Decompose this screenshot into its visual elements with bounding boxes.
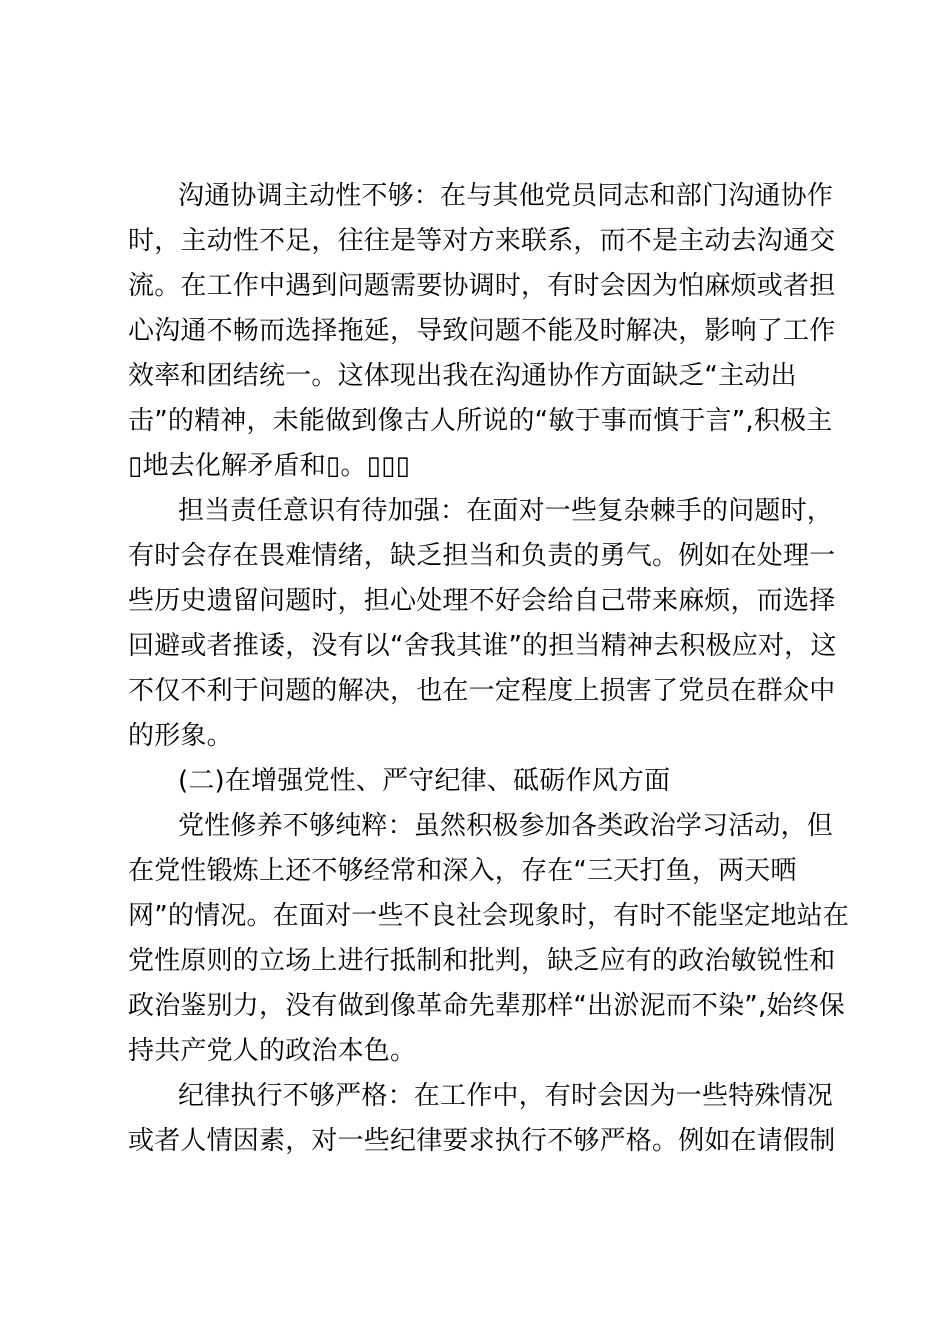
paragraph-2-line-1: 担当责任意识有待加强：在面对一些复杂棘手的问题时， [178, 496, 834, 526]
paragraph-3-line-4: 党性原则的立场上进行抵制和批判，缺乏应有的政治敏锐性和 [128, 946, 836, 976]
paragraph-3-line-6: 持共产党人的政治本色。 [128, 1036, 417, 1066]
paragraph-2-line-6: 的形象。 [128, 721, 233, 751]
paragraph-2-line-4: 回避或者推诿，没有以“舍我其谁”的担当精神去积极应对，这 [128, 631, 837, 661]
section-heading: (二)在增强党性、严守纪律、砥砺作风方面 [178, 766, 671, 796]
paragraph-2-line-3: 些历史遗留问题时，担心处理不好会给自己带来麻烦，而选择 [128, 586, 836, 616]
paragraph-2-line-2: 有时会存在畏难情绪，缺乏担当和负责的勇气。例如在处理一 [128, 541, 836, 571]
paragraph-3-line-1: 党性修养不够纯粹：虽然积极参加各类政治学习活动，但 [178, 811, 834, 841]
paragraph-1-line-5: 效率和团结统一。这体现出我在沟通协作方面缺乏“主动出 [128, 361, 797, 391]
paragraph-1-line-4: 心沟通不畅而选择拖延，导致问题不能及时解决，影响了工作 [128, 316, 836, 346]
paragraph-3-line-3: 网”的情况。在面对一些不良社会现象时，有时不能坚定地站在 [128, 901, 850, 931]
paragraph-3-line-5: 政治鉴别力，没有做到像革命先辈那样“出淤泥而不染”,始终保 [128, 991, 846, 1021]
paragraph-1-line-1: 沟通协调主动性不够：在与其他党员同志和部门沟通协作 [178, 181, 834, 211]
paragraph-3-line-2: 在党性锻炼上还不够经常和深入，存在“三天打鱼，两天晒 [128, 856, 797, 886]
paragraph-4-line-2: 或者人情因素，对一些纪律要求执行不够严格。例如在请假制 [128, 1126, 836, 1156]
paragraph-1-line-7: ▯地去化解矛盾和▯。▯▯▯ [128, 451, 411, 481]
paragraph-1-line-2: 时，主动性不足，往往是等对方来联系，而不是主动去沟通交 [128, 226, 836, 256]
paragraph-2-line-5: 不仅不利于问题的解决，也在一定程度上损害了党员在群众中 [128, 676, 836, 706]
paragraph-4-line-1: 纪律执行不够严格：在工作中，有时会因为一些特殊情况 [178, 1081, 834, 1111]
paragraph-1-line-3: 流。在工作中遇到问题需要协调时，有时会因为怕麻烦或者担 [128, 271, 836, 301]
paragraph-1-line-6: 击”的精神，未能做到像古人所说的“敏于事而慎于言”,积极主 [128, 406, 833, 436]
